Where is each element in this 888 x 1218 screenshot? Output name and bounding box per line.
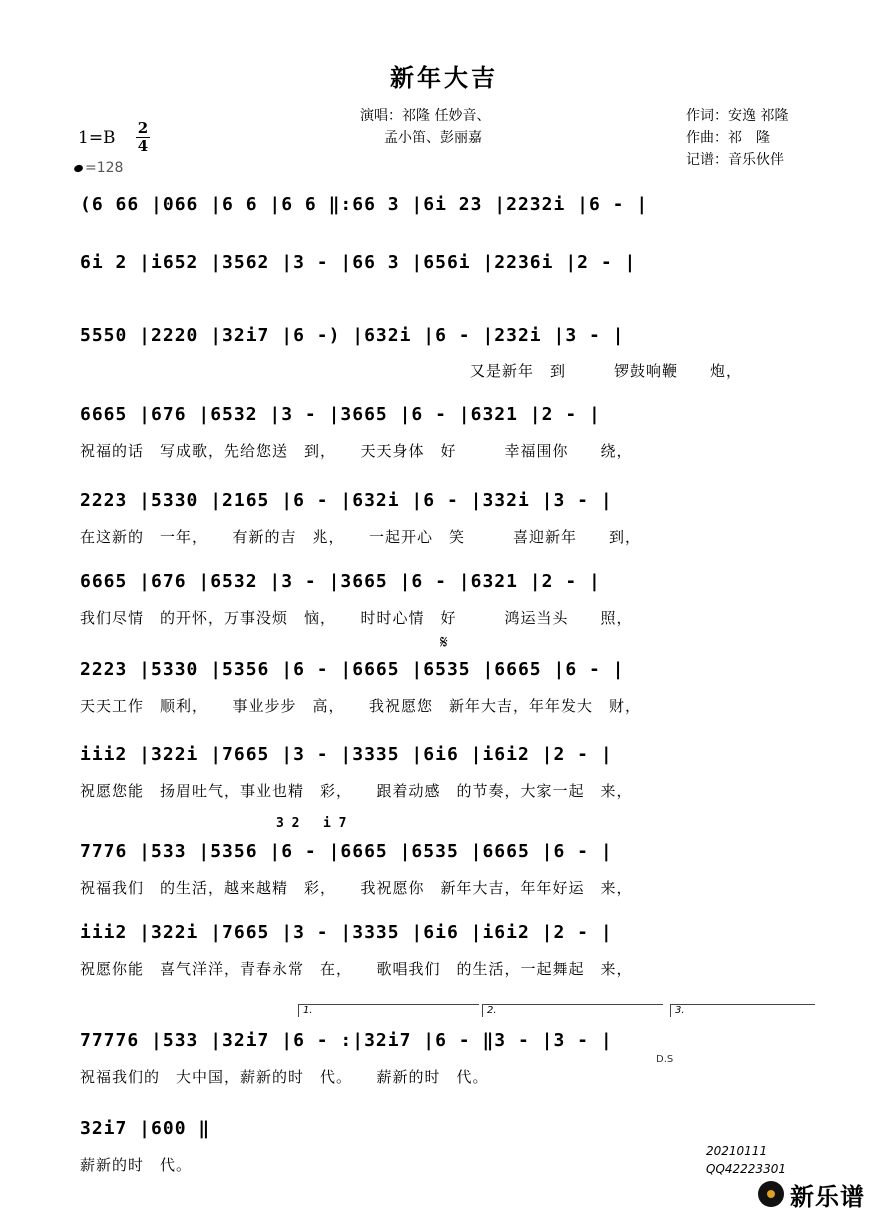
notation-row-2: 6i 2 |i652 |3562 |3 - |66 3 |656i |2236i |2 - |	[80, 252, 637, 273]
quarter-note-icon	[73, 164, 84, 174]
lyric-row-8: 祝愿您能 扬眉吐气，事业也精 彩， 跟着动感 的节奏，大家一起 来，	[80, 782, 633, 800]
lyric-row-9: 祝福我们 的生活，越来越精 彩， 我祝愿你 新年大吉，年年好运 来，	[80, 879, 633, 897]
lyric-row-3: 又是新年 到 锣鼓响鞭 炮，	[470, 362, 743, 380]
notation-row-6: 6665 |676 |6532 |3 - |3665 |6 - |6321 |2 - |	[80, 571, 601, 592]
lyric-row-5: 在这新的 一年， 有新的吉 兆， 一起开心 笑 喜迎新年 到，	[80, 528, 642, 546]
third-ending-bracket: 3.	[670, 1004, 815, 1017]
notation-row-12: 32i7 |600 ‖	[80, 1118, 211, 1139]
notation-row-4: 6665 |676 |6532 |3 - |3665 |6 - |6321 |2 - |	[80, 404, 601, 425]
tempo-marking	[74, 160, 123, 176]
lyric-row-12: 薪新的时 代。	[80, 1156, 193, 1174]
notation-row-10: iii2 |322i |7665 |3 - |3335 |6i6 |i6i2 |2 - |	[80, 922, 613, 943]
lyric-row-7: 天天工作 顺利， 事业步步 高， 我祝愿您 新年大吉，年年发大 财，	[80, 697, 642, 715]
first-ending-bracket: 1.	[298, 1004, 479, 1017]
logo-text: 新乐谱	[790, 1182, 865, 1211]
time-numerator: 2	[137, 119, 149, 137]
lyricist-credit: 作词：安逸 祁隆	[686, 108, 789, 124]
notation-row-8: iii2 |322i |7665 |3 - |3335 |6i6 |i6i2 |2 - |	[80, 744, 613, 765]
tempo-value: =128	[85, 160, 124, 176]
performers-line-2: 孟小笛、彭丽嘉	[384, 130, 482, 146]
notation-row-11: 77776 |533 |32i7 |6 - :|32i7 |6 - ‖3 - |3 - |	[80, 1030, 613, 1051]
notation-row-3: 5550 |2220 |32i7 |6 -) |632i |6 - |232i |3 - |	[80, 325, 625, 346]
date-stamp: 20210111	[706, 1144, 768, 1158]
lyric-row-10: 祝愿你能 喜气洋洋，青春永常 在， 歌唱我们 的生活，一起舞起 来，	[80, 960, 633, 978]
time-denominator: 4	[137, 137, 149, 155]
notation-row-1: (6 66 |066 |6 6 |6 6 ‖:66 3 |6i 23 |2232i |6 - |	[80, 194, 649, 215]
transcriber-credit: 记谱：音乐伙伴	[686, 152, 784, 168]
qq-stamp: QQ42223301	[706, 1162, 786, 1176]
notation-row-5: 2223 |5330 |2165 |6 - |632i |6 - |332i |3 - |	[80, 490, 613, 511]
notation-row-9: 7776 |533 |5356 |6 - |6665 |6535 |6665 |6 - |	[80, 841, 613, 862]
lyric-row-6: 我们尽情 的开怀，万事没烦 恼， 时时心情 好 鸿运当头 照，	[80, 609, 633, 627]
key-signature: 1=B	[78, 128, 116, 148]
second-ending-bracket: 2.	[482, 1004, 663, 1017]
time-signature	[136, 120, 150, 155]
vinyl-disc-icon	[758, 1181, 784, 1207]
performers-line-1: 演唱：祁隆 任妙音、	[360, 108, 491, 124]
notation-row-7: 2223 |5330 |5356 |6 - |6665 |6535 |6665 |6 - |	[80, 659, 625, 680]
ds-marking: D.S	[656, 1054, 674, 1065]
composer-credit: 作曲：祁 隆	[686, 130, 770, 146]
lyric-row-11: 祝福我们的 大中国，薪新的时 代。 薪新的时 代。	[80, 1068, 489, 1086]
page-title: 新年大吉	[390, 64, 498, 92]
lyric-row-4: 祝福的话 写成歌，先给您送 到， 天天身体 好 幸福围你 绕，	[80, 442, 633, 460]
site-logo	[758, 1178, 865, 1210]
segno-icon: 𝄋	[440, 632, 448, 653]
grace-notes: 3 2 i 7	[276, 816, 347, 831]
